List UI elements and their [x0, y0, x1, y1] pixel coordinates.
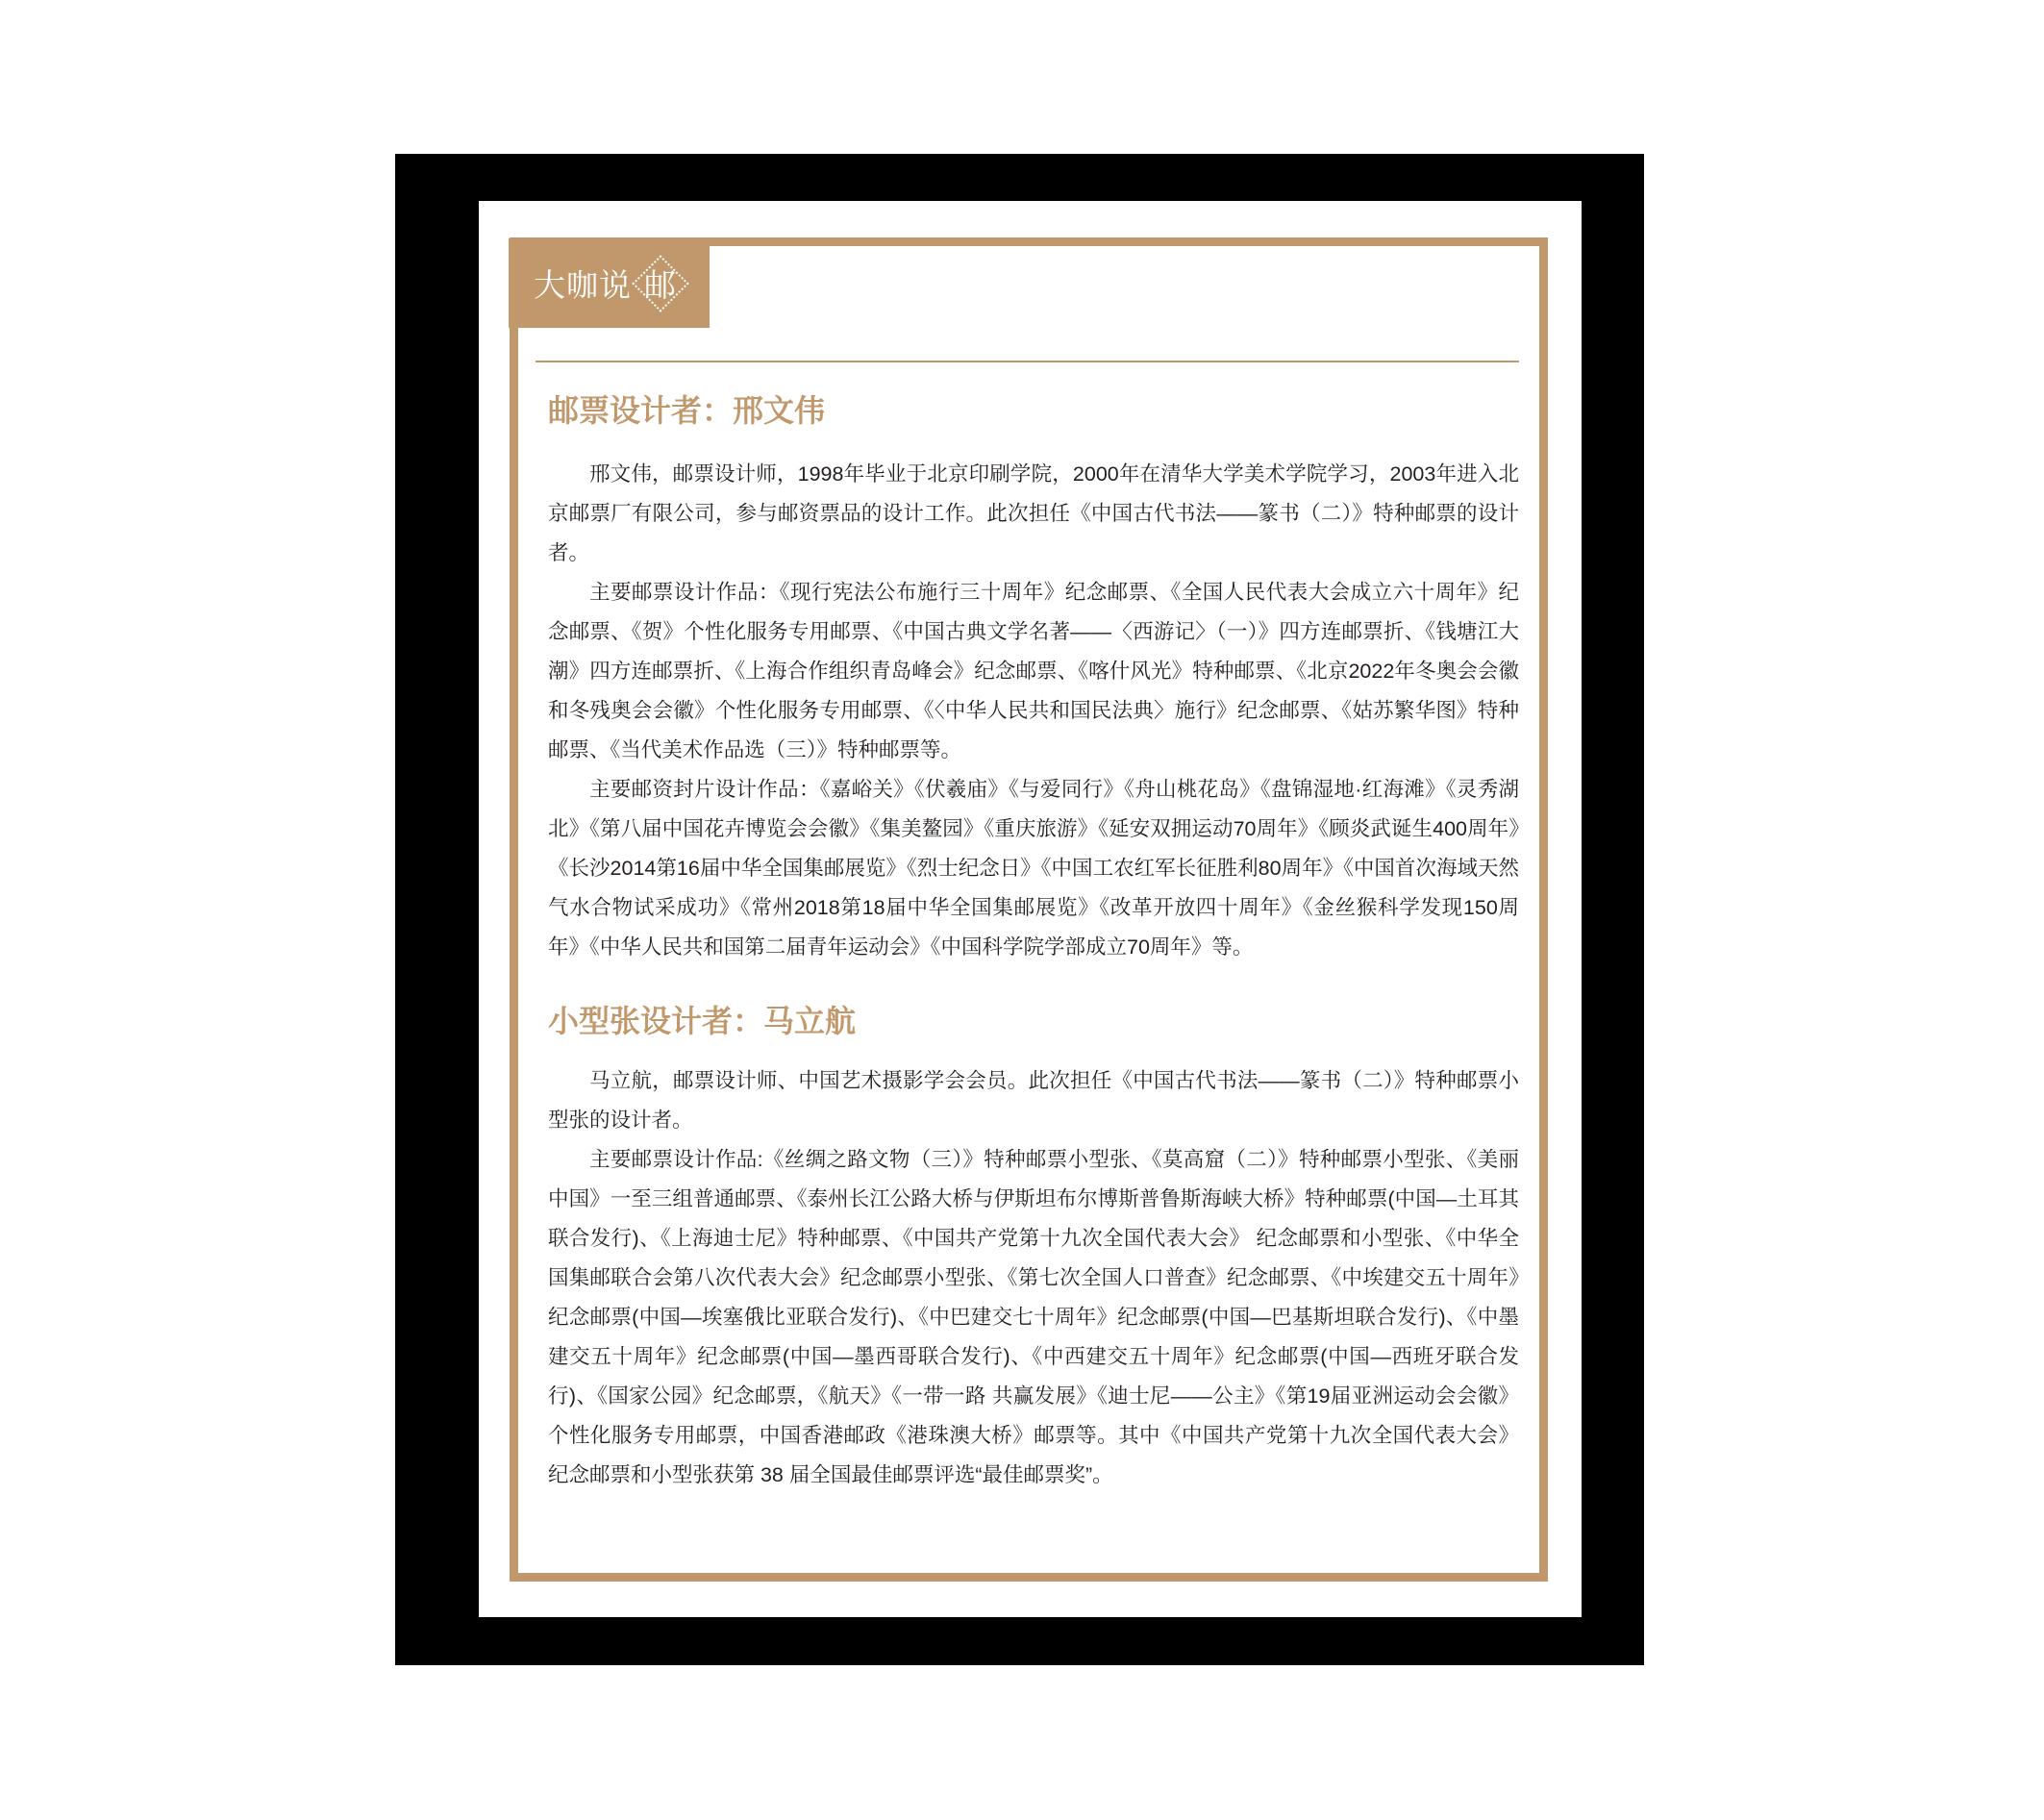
divider-rule	[536, 361, 1519, 362]
logo-text-prefix: 大咖说	[534, 267, 632, 303]
black-frame	[395, 154, 1644, 1665]
paragraph-stamp-works: 主要邮票设计作品：《现行宪法公布施行三十周年》纪念邮票、《全国人民代表大会成立六十周年》纪念邮票、《贺》个性化服务专用邮票、《中国古典文学名著——〈西游记〉（一）》四方连邮票折、《钱塘江大潮》四方连邮票折、《上海合作组织青岛峰会》纪念邮票、《喀什风光》特种邮票、《北京2022年冬奥会会徽和冬残奥会会徽》个性化服务专用邮票、《〈中华人民共和国民法典〉施行》纪念邮票、《姑苏繁华图》特种邮票、《当代美术作品选（三）》特种邮票等。	[548, 581, 1519, 761]
page-content	[548, 389, 1519, 1495]
document-page	[479, 201, 1582, 1617]
logo-text	[534, 256, 688, 312]
paragraph-sheet-designer-bio: 马立航，邮票设计师、中国艺术摄影学会会员。此次担任《中国古代书法——篆书（二）》特种邮票小型张的设计者。	[548, 1069, 1519, 1132]
logo-stamp-character: 邮	[644, 267, 677, 303]
paragraph-sheet-designer-works: 主要邮票设计作品:《丝绸之路文物（三）》特种邮票小型张、《莫高窟（二）》特种邮票小型张、《美丽中国》一至三组普通邮票、《泰州长江公路大桥与伊斯坦布尔博斯普鲁斯海峡大桥》特种邮票(中国—土耳其联合发行)、《上海迪士尼》特种邮票、《中国共产党第十九次全国代表大会》 纪念邮票和小型张、《中华全国集邮联合会第八次代表大会》纪念邮票小型张、《第七次全国人口普查》纪念邮票、《中埃建交五十周年》纪念邮票(中国—埃塞俄比亚联合发行)、《中巴建交七十周年》纪念邮票(中国—巴基斯坦联合发行)、《中墨建交五十周年》纪念邮票(中国—墨西哥联合发行)、《中西建交五十周年》纪念邮票(中国—西班牙联合发行)、《国家公园》纪念邮票，《航天》《一带一路 共赢发展》《迪士尼——公主》《第19届亚洲运动会会徽》个性化服务专用邮票，中国香港邮政《港珠澳大桥》邮票等。其中《中国共产党第十九次全国代表大会》纪念邮票和小型张获第 38 届全国最佳邮票评选“最佳邮票奖”。	[548, 1148, 1519, 1486]
paragraph-postal-stationery-works: 主要邮资封片设计作品：《嘉峪关》《伏羲庙》《与爱同行》《舟山桃花岛》《盘锦湿地·红海滩》《灵秀湖北》《第八届中国花卉博览会会徽》《集美鳌园》《重庆旅游》《延安双拥运动70周年》《顾炎武诞生400周年》《长沙2014第16届中华全国集邮展览》《烈士纪念日》《中国工农红军长征胜利80周年》《中国首次海域天然气水合物试采成功》《常州2018第18届中华全国集邮展览》《改革开放四十周年》《金丝猴科学发现150周年》《中华人民共和国第二届青年运动会》《中国科学院学部成立70周年》等。	[548, 778, 1519, 959]
paragraph-designer-bio: 邢文伟，邮票设计师，1998年毕业于北京印刷学院，2000年在清华大学美术学院学习，2003年进入北京邮票厂有限公司，参与邮资票品的设计工作。此次担任《中国古代书法——篆书（二）》特种邮票的设计者。	[548, 462, 1519, 564]
section-heading-stamp-designer: 邮票设计者：邢文伟	[548, 393, 826, 428]
section-heading-sheet-designer: 小型张设计者：马立航	[548, 1004, 857, 1038]
logo-badge	[509, 238, 710, 328]
stamp-icon	[633, 256, 688, 312]
